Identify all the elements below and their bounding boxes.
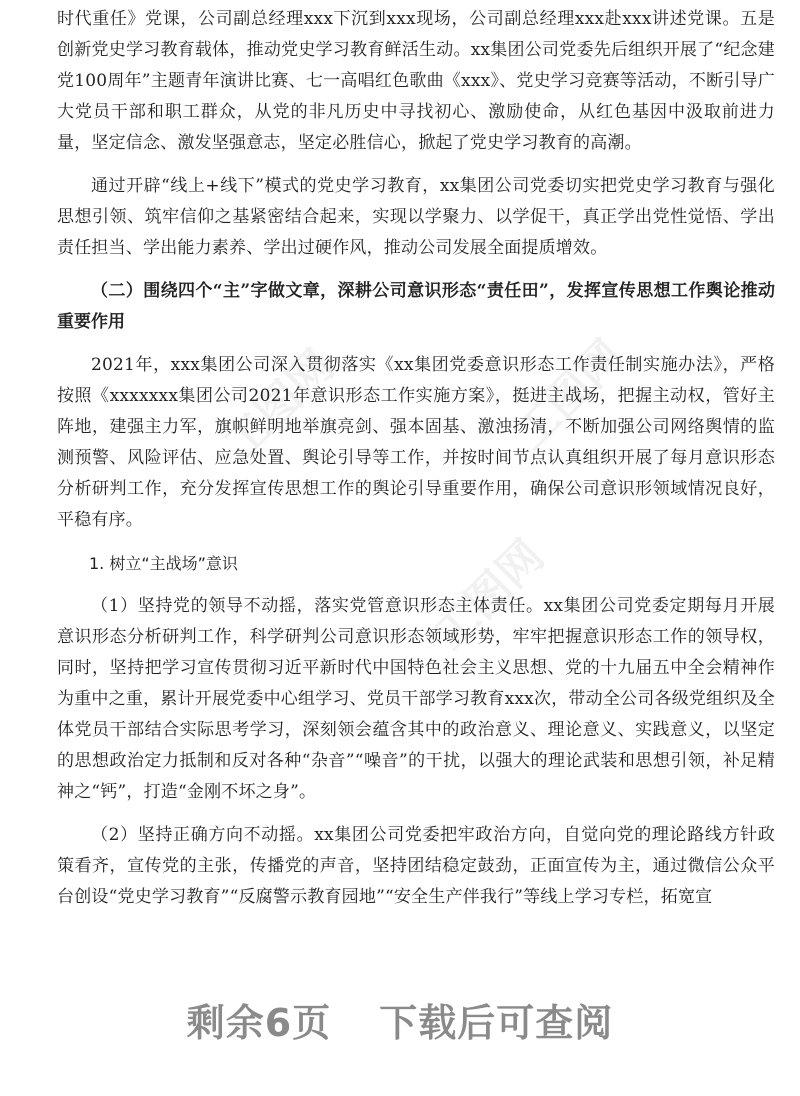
section-heading: （二）围绕四个“主”字做文章，深耕公司意识形态“责任田”，发挥宣传思想工作舆论推动重要作用 bbox=[57, 281, 775, 332]
document-body bbox=[57, 4, 775, 925]
download-prompt-label: 下载后可查阅 bbox=[379, 1001, 614, 1045]
watermark: 工图网 bbox=[504, 330, 634, 460]
list-item: （1）坚持党的领导不动摇，落实党管意识形态主体责任。xx集团公司党委定期每月开展意识形态分析研判工作，科学研判公司意识形态领域形势，牢牢把握意识形态工作的领导权，同时，坚持把学习宣传贯彻习近平新时代中国特色社会主义思想、党的十九届五中全会精神作为重中之重，累计开展党委中心组学习、党员干部学习教育xxx次，带动全公司各级党组织及全体党员干部结合实际思考学习，深刻领会蕴含其中的政治意义、理论意义、实践意义，以坚定的思想政治定力抵制和反对各种“杂音”“噪音”的干扰，以强大的理论武装和思想引领，补足精神之“钙”，打造“金刚不坏之身”。 bbox=[57, 596, 775, 802]
watermark: 工图网 bbox=[214, 340, 344, 470]
watermark: 工图网 bbox=[424, 530, 554, 660]
section-paragraph: 2021年，xxx集团公司深入贯彻落实《xx集团党委意识形态工作责任制实施办法》，严格按照《xxxxxxx集团公司2021年意识形态工作实施方案》，挺进主战场，把握主动权，管好主阵地，建强主力军，旗帜鲜明地举旗亮剑、强本固基、激浊扬清，不断加强公司网络舆情的监测预警、风险评估、应急处置、舆论引导等工作，并按时间节点认真组织开展了每月意识形态分析研判工作，充分发挥宣传思想工作的舆论引导重要作用，确保公司意识形领域情况良好，平稳有序。 bbox=[57, 355, 775, 530]
subsection-heading: 1. 树立“主战场”意识 bbox=[89, 554, 238, 573]
download-notice[interactable] bbox=[0, 992, 800, 1047]
body-paragraph: 通过开辟“线上+线下”模式的党史学习教育，xx集团公司党委切实把党史学习教育与强化思想引领、筑牢信仰之基紧密结合起来，实现以学聚力、以学促干，真正学出党性觉悟、学出责任担当、学出能力素养、学出过硬作风，推动公司发展全面提质增效。 bbox=[57, 176, 775, 258]
body-paragraph: 时代重任》党课，公司副总经理xxx下沉到xxx现场，公司副总经理xxx赴xxx讲述党课。五是创新党史学习教育载体，推动党史学习教育鲜活生动。xx集团公司党委先后组织开展了“纪念建党100周年”主题青年演讲比赛、七一高唱红色歌曲《xxx》、党史学习竞赛等活动，不断引导广大党员干部和职工群众，从党的非凡历史中寻找初心、激励使命，从红色基因中汲取前进力量，坚定信念、激发坚强意志，坚定必胜信心，掀起了党史学习教育的高潮。 bbox=[57, 9, 775, 153]
list-item: （2）坚持正确方向不动摇。xx集团公司党委把牢政治方向，自觉向党的理论路线方针政策看齐，宣传党的主张，传播党的声音，坚持团结稳定鼓劲，正面宣传为主，通过微信公众平台创设“党史学习教育”“反腐警示教育园地”“安全生产伴我行”等线上学习专栏，拓宽宣 bbox=[57, 825, 775, 907]
remaining-pages-label: 剩余6页 bbox=[186, 1001, 332, 1045]
